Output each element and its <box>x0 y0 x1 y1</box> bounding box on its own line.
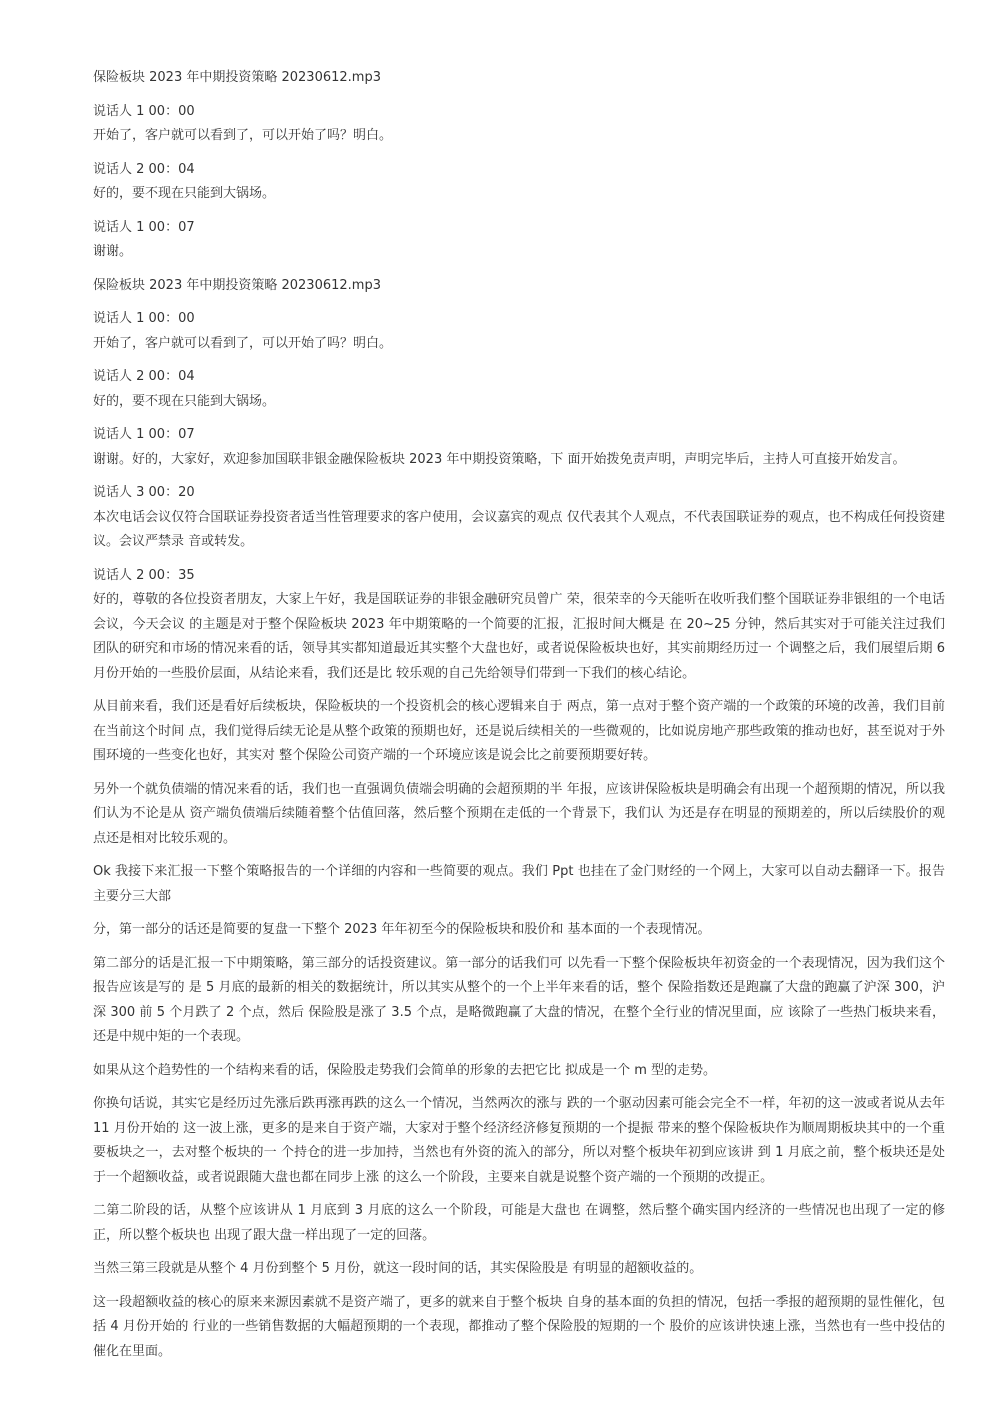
transcript-text: 好的，要不现在只能到大锅场。 <box>93 393 276 409</box>
transcript-paragraph: 第二部分的话是汇报一下中期策略，第三部分的话投资建议。第一部分的话我们可 以先看一下整个保险板块年初资金的一个表现情况，因为我们这个报告应该是写的 是 5 月底的最新的相关的数据统计，所以其实从整个的一个上半年来看的话，整个 保险指数还是跑赢了大盘的跑赢了沪深 300，沪深 300 前 5 个月跌了 2 个点，然后 保险股是涨了 3.5 个点，是略微跑赢了大盘的情况，在整个全行业的情况里面，应 该除了一些热门板块来看，还是中规中矩的一个表现。 <box>93 955 945 1044</box>
transcript-paragraph: 另外一个就负债端的情况来看的话，我们也一直强调负债端会明确的会超预期的半 年报，应该讲保险板块是明确会有出现一个超预期的情况，所以我们认为不论是从 资产端负债端后续随着整个估值回落，然后整个预期在走低的一个背景下，我们认 为还是存在明显的预期差的，所以后续股价的观点还是相对比较乐观的。 <box>93 781 945 846</box>
transcript-paragraph: 如果从这个趋势性的一个结构来看的话，保险股走势我们会简单的形象的去把它比 拟成是一个 m 型的走势。 <box>93 1062 717 1078</box>
transcript-text: 好的，要不现在只能到大锅场。 <box>93 186 276 201</box>
transcript-paragraph: 分，第一部分的话还是简要的复盘一下整个 2023 年年初至今的保险板块和股价和 基本面的一个表现情况。 <box>93 922 711 937</box>
transcript-entry <box>93 481 945 555</box>
transcript-paragraph: 二第二阶段的话，从整个应该讲从 1 月底到 3 月底的这么一个阶段，可能是大盘也 在调整，然后整个确实国内经济的一些情况也出现了一定的修正，所以整个板块也 出现了跟大盘一样出现了一定的回落。 <box>93 1203 945 1243</box>
transcript-paragraph: 这一段超额收益的核心的原来来源因素就不是资产端了，更多的就来自于整个板块 自身的基本面的负担的情况，包括一季报的超预期的显性催化，包括 4 月份开始的 行业的一些销售数据的大幅超预期的一个表现，都推动了整个保险股的短期的一个 股价的应该讲快速上涨，当然也有一些中投估的催化在里面。 <box>93 1294 945 1359</box>
transcript-entry <box>93 423 945 472</box>
transcript-paragraph: Ok 我接下来汇报一下整个策略报告的一个详细的内容和一些简要的观点。我们 Ppt 也挂在了金门财经的一个网上，大家可以自动去翻译一下。报告主要分三大部 <box>93 864 945 904</box>
transcript-entry <box>93 216 945 265</box>
document-title: 保险板块 2023 年中期投资策略 20230612.mp3 <box>93 70 381 85</box>
transcript-entry <box>93 365 945 414</box>
speaker-timestamp: 说话人 2 00：04 <box>93 369 195 384</box>
document-title: 保险板块 2023 年中期投资策略 20230612.mp3 <box>93 277 381 293</box>
transcript-paragraph: 从目前来看，我们还是看好后续板块，保险板块的一个投资机会的核心逻辑来自于 两点，第一点对于整个资产端的一个政策的环境的改善，我们目前在当前这个时间 点，我们觉得后续无论是从整个政策的预期也好，还是说后续相关的一些微观的，比如说房地产那些政策的推动也好，甚至说对于外围环境的一些变化也好，其实对 整个保险公司资产端的一个环境应该是说会比之前要预期要好转。 <box>93 699 945 763</box>
transcript-entry <box>93 100 945 149</box>
speaker-timestamp: 说话人 2 00：35 <box>93 567 195 583</box>
speaker-timestamp: 说话人 3 00：20 <box>93 485 195 500</box>
speaker-timestamp: 说话人 1 00：07 <box>93 219 195 235</box>
transcript-entry <box>93 564 945 687</box>
transcript-text: 谢谢。 <box>93 244 133 259</box>
transcript-paragraph: 当然三第三段就是从整个 4 月份到整个 5 月份，就这一段时间的话，其实保险股是 有明显的超额收益的。 <box>93 1261 703 1276</box>
speaker-timestamp: 说话人 1 00：00 <box>93 103 195 119</box>
speaker-timestamp: 说话人 1 00：00 <box>93 311 195 326</box>
speaker-timestamp: 说话人 1 00：07 <box>93 427 195 442</box>
transcript-text: 好的，尊敬的各位投资者朋友，大家上午好，我是国联证券的非银金融研究员曾广 荣，很荣幸的今天能听在收听我们整个国联证券非银组的一个电话会议，今天会议 的主题是对于整个保险板块 2023 年中期策略的一个简要的汇报，汇报时间大概是 在 20~25 分钟，然后其实对于可能关注过我们团队的研究和市场的情况来看的话，领导其实都知道最近其实整个大盘也好，或者说保险板块也好，其实前期经历过一 个调整之后，我们展望后期 6 月份开始的一些股价层面，从结论来看，我们还是比 较乐观的自己先给领导们带到一下我们的核心结论。 <box>93 592 945 681</box>
document-page <box>93 66 945 1373</box>
transcript-entry <box>93 158 945 207</box>
transcript-text: 谢谢。好的，大家好，欢迎参加国联非银金融保险板块 2023 年中期投资策略，下 面开始拨免责声明，声明完毕后，主持人可直接开始发言。 <box>93 451 906 467</box>
transcript-text: 本次电话会议仅符合国联证券投资者适当性管理要求的客户使用，会议嘉宾的观点 仅代表其个人观点，不代表国联证券的观点，也不构成任何投资建议。会议严禁录 音或转发。 <box>93 509 945 549</box>
transcript-paragraph: 你换句话说，其实它是经历过先涨后跌再涨再跌的这么一个情况，当然两次的涨与 跌的一个驱动因素可能会完全不一样，年初的这一波或者说从去年 11 月份开始的 这一波上涨，更多的是来自于资产端，大家对于整个经济经济修复预期的一个提振 带来的整个保险板块作为顺周期板块其中的一个重要板块之一，去对整个板块的一 个持仓的进一步加持，当然也有外资的流入的部分，所以对整个板块年初到应该讲 到 1 月底之前，整个板块还是处于一个超额收益，或者说跟随大盘也都在同步上涨 的这么一个阶段，主要来自就是说整个资产端的一个预期的改提正。 <box>93 1096 945 1185</box>
transcript-text: 开始了，客户就可以看到了，可以开始了吗？明白。 <box>93 335 393 351</box>
transcript-entry <box>93 307 945 356</box>
transcript-text: 开始了，客户就可以看到了，可以开始了吗？明白。 <box>93 128 393 143</box>
speaker-timestamp: 说话人 2 00：04 <box>93 161 195 177</box>
